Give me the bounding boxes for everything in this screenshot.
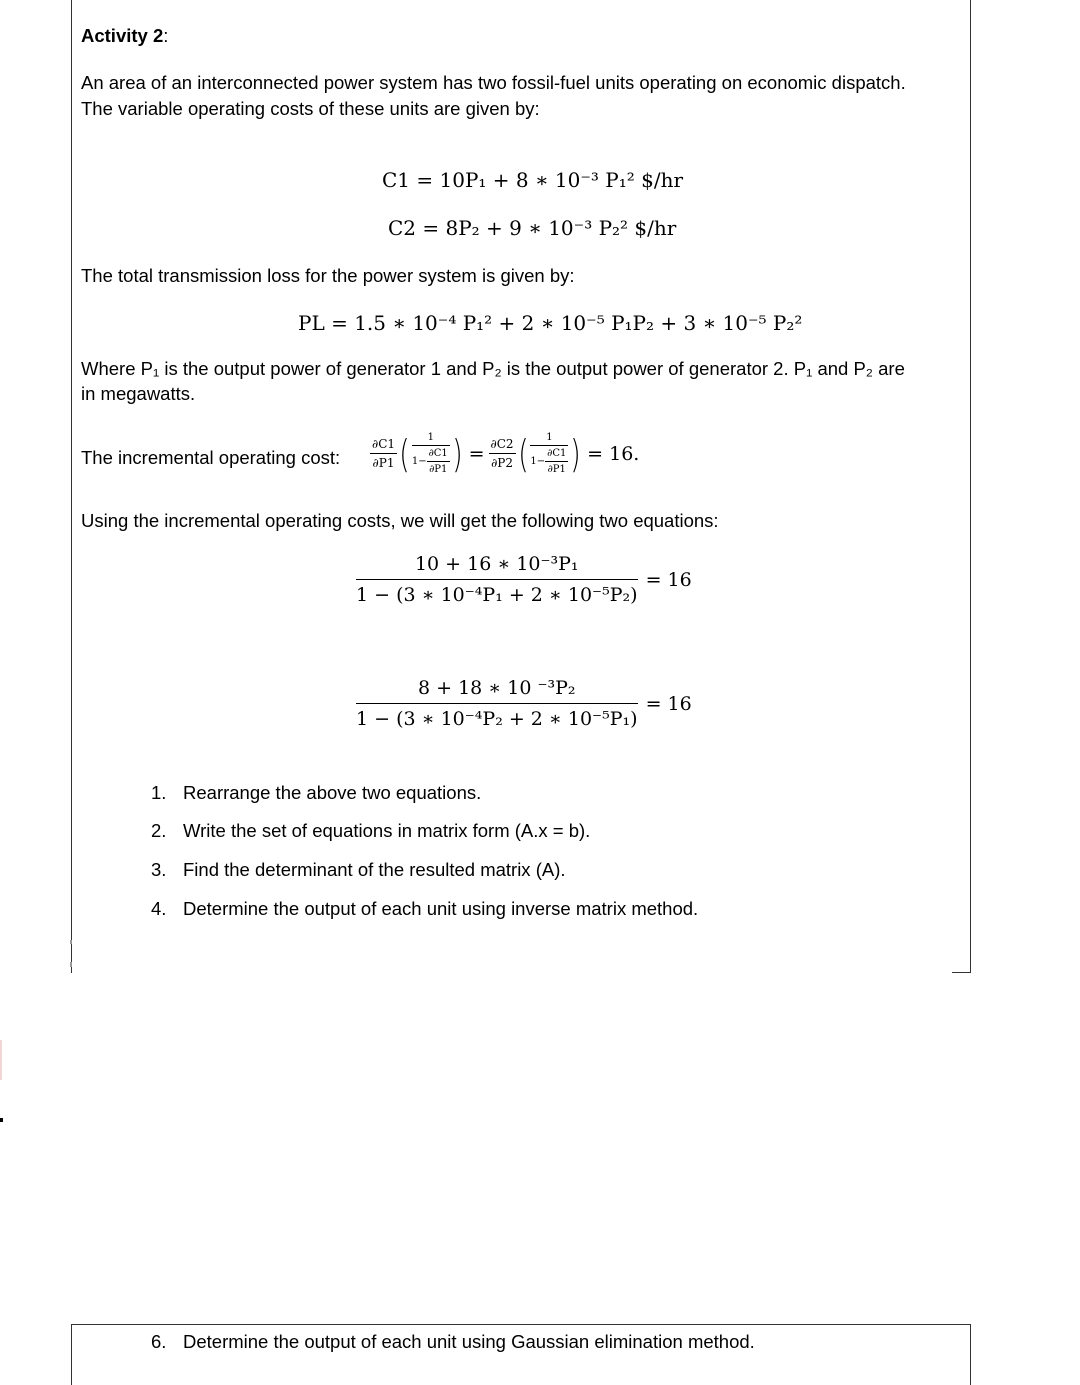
cost-equation-1: C1 = 10P₁ + 8 ∗ 10⁻³ P₁² $/hr <box>382 168 684 192</box>
dc1-dp1-fraction: $\frac{\partial C1}{\partial P1}$ <box>372 437 396 470</box>
equation-a: $\frac{\text{10 + 16 ∗ 10⁻³P₁}}{\text{1 − (3 ∗ 10⁻⁴P₁ + 2 ∗ 10⁻⁵P₂)}}$ = 16 <box>356 553 692 606</box>
dc2-dp2-fraction: $\frac{\partial C2}{\partial P2}$ <box>490 437 514 470</box>
frame-corner <box>952 972 970 973</box>
using-text: Using the incremental operating costs, we will get the following two equations: <box>81 510 719 531</box>
scan-artifact-tick <box>70 940 72 944</box>
intro-line-2: The variable operating costs of these units are given by: <box>81 98 540 119</box>
loss-equation: PL = 1.5 ∗ 10⁻⁴ P₁² + 2 ∗ 10⁻⁵ P₁P₂ + 3 ∗ 10⁻⁵ P₂² <box>298 311 803 335</box>
scan-artifact-dot <box>0 1118 3 1122</box>
loss-intro: The total transmission loss for the power system is given by: <box>81 265 575 286</box>
where-line-2: in megawatts. <box>81 383 196 404</box>
cost-equation-2: C2 = 8P₂ + 9 ∗ 10⁻³ P₂² $/hr <box>388 216 677 240</box>
equation-b: $\frac{\text{8 + 18 ∗ 10 ⁻³P₂}}{\text{1 − (3 ∗ 10⁻⁴P₂ + 2 ∗ 10⁻⁵P₁)}}$ = 16 <box>356 677 692 730</box>
scan-artifact <box>0 1040 2 1080</box>
penalty-factor-2: 1 1− $\frac{\partial C1}{\partial P1}$ <box>530 432 567 475</box>
where-line-1: Where P₁ is the output power of generator 1 and P₂ is the output power of generator 2. P₁ and P₂ are <box>81 358 905 379</box>
penalty-factor-1: 1 1− $\frac{\partial C1}{\partial P1}$ <box>411 432 448 475</box>
incremental-formula: $\frac{\partial C1}{\partial P1}$ ( 1 1− $\frac{\partial C1}{\partial P1}$ ) = $\frac{\partial C2}{\partial P2}$ ( 1 1− $\frac{\partial C1}{\partial P1}$ ) = 16. <box>372 431 640 476</box>
intro-line-1: An area of an interconnected power system has two fossil-fuel units operating on economic dispatch. <box>81 72 906 93</box>
incremental-label: The incremental operating cost: <box>81 447 341 468</box>
activity-heading: Activity 2: <box>81 25 169 46</box>
scan-artifact-tick-2 <box>70 962 72 967</box>
